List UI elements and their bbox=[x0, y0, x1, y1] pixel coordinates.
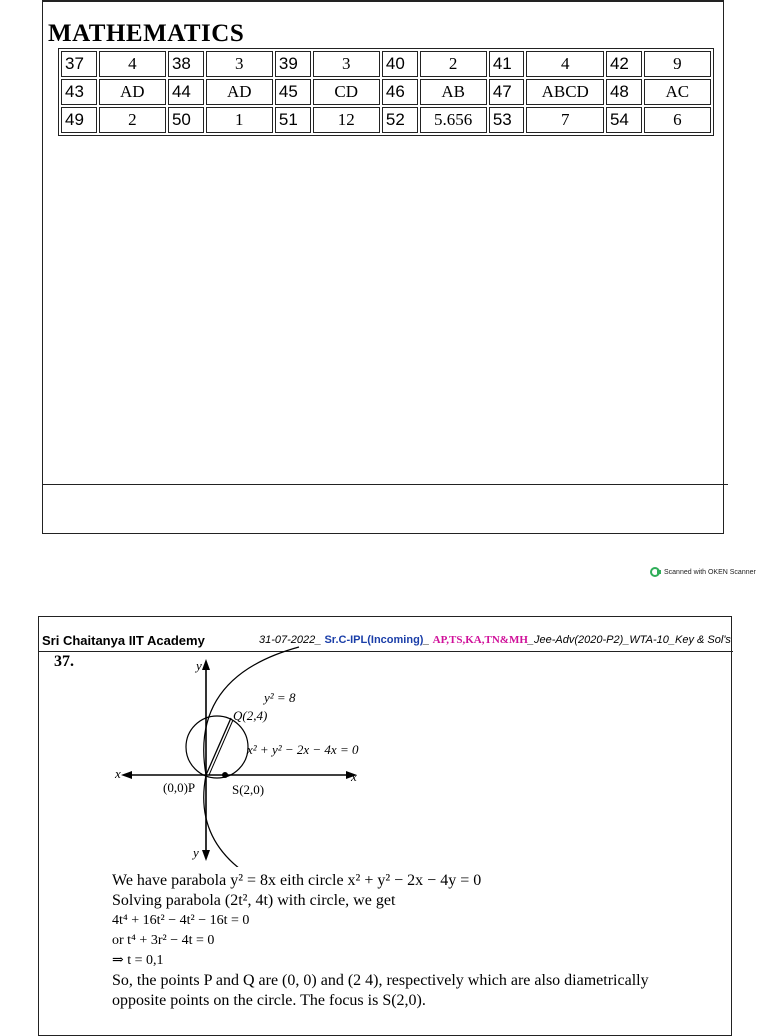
table-row bbox=[61, 51, 711, 77]
focus-point bbox=[222, 772, 228, 778]
circle-equation: x² + y² − 2x − 4x = 0 bbox=[247, 742, 359, 757]
solution-line: opposite points on the circle. The focus is S(2,0). bbox=[112, 992, 426, 1009]
separator: _ bbox=[423, 634, 433, 646]
question-number: 45 bbox=[275, 79, 311, 105]
answer-cell: 12 bbox=[313, 107, 380, 133]
solution-line: So, the points P and Q are (0, 0) and (2 4), respectively which are also diametrically bbox=[112, 972, 649, 989]
solution-line: 4t⁴ + 16t² − 4t² − 16t = 0 bbox=[112, 913, 250, 928]
scanner-logo-icon bbox=[650, 567, 660, 577]
solution-line: Solving parabola (2t², 4t) with circle, we get bbox=[112, 892, 396, 909]
parabola-circle-figure bbox=[39, 617, 733, 867]
solution-line: ⇒ t = 0,1 bbox=[112, 953, 164, 968]
answer-cell: 9 bbox=[644, 51, 711, 77]
x-prime-label: x bbox=[115, 766, 121, 781]
question-number: 47 bbox=[489, 79, 525, 105]
question-number: 46 bbox=[382, 79, 418, 105]
answer-cell: 1 bbox=[206, 107, 273, 133]
question-number: 52 bbox=[382, 107, 418, 133]
question-number: 44 bbox=[168, 79, 204, 105]
question-number: 37. bbox=[54, 653, 74, 670]
x-prime-arrow bbox=[121, 771, 132, 779]
y-axis-label: y bbox=[196, 658, 202, 673]
parabola-curve bbox=[204, 647, 299, 867]
point-q-label: Q(2,4) bbox=[233, 708, 268, 723]
question-number: 42 bbox=[606, 51, 642, 77]
question-number: 43 bbox=[61, 79, 97, 105]
states-list: AP,TS,KA,TN&MH bbox=[432, 634, 528, 646]
answer-cell: AB bbox=[420, 79, 487, 105]
circle-curve bbox=[186, 716, 248, 778]
answer-cell: 3 bbox=[313, 51, 380, 77]
question-number: 48 bbox=[606, 79, 642, 105]
question-number: 49 bbox=[61, 107, 97, 133]
solution-text bbox=[112, 871, 722, 1011]
section-title: MATHEMATICS bbox=[48, 20, 245, 47]
y-axis-arrow bbox=[202, 659, 210, 670]
solution-line: or t⁴ + 3r² − 4t = 0 bbox=[112, 933, 215, 948]
solution-line: We have parabola y² = 8x eith circle x² + y² − 2x − 4y = 0 bbox=[112, 872, 482, 889]
answer-cell: 6 bbox=[644, 107, 711, 133]
question-number: 41 bbox=[489, 51, 525, 77]
table-row bbox=[61, 107, 711, 133]
question-number: 54 bbox=[606, 107, 642, 133]
scanner-text: Scanned with OKEN Scanner bbox=[664, 568, 756, 576]
answer-key-table bbox=[58, 48, 714, 136]
y-prime-label: y bbox=[193, 845, 199, 860]
answer-cell: 4 bbox=[526, 51, 603, 77]
focus-label: S(2,0) bbox=[232, 782, 265, 797]
question-number: 50 bbox=[168, 107, 204, 133]
answer-cell: 5.656 bbox=[420, 107, 487, 133]
answer-cell: 2 bbox=[420, 51, 487, 77]
question-number: 51 bbox=[275, 107, 311, 133]
answer-cell: AC bbox=[644, 79, 711, 105]
footer-rule bbox=[43, 484, 728, 485]
answer-cell: AD bbox=[206, 79, 273, 105]
question-number: 53 bbox=[489, 107, 525, 133]
chord-pq bbox=[206, 718, 231, 775]
answer-cell: 4 bbox=[99, 51, 166, 77]
chord-pq-outline bbox=[209, 720, 233, 775]
answer-cell: AD bbox=[99, 79, 166, 105]
x-axis-label: x bbox=[351, 769, 357, 784]
top-rule bbox=[43, 0, 723, 2]
answer-cell: 3 bbox=[206, 51, 273, 77]
question-number: 40 bbox=[382, 51, 418, 77]
paper-suffix: _Jee-Adv(2020-P2)_WTA-10_Key & Sol's bbox=[527, 634, 731, 646]
answer-cell: 2 bbox=[99, 107, 166, 133]
parabola-equation: y² = 8 bbox=[264, 690, 296, 705]
solution-page bbox=[38, 616, 732, 1036]
program-name: Sr.C-IPL(Incoming) bbox=[324, 634, 424, 646]
table-row bbox=[61, 79, 711, 105]
y-prime-arrow bbox=[202, 850, 210, 861]
question-number: 38 bbox=[168, 51, 204, 77]
answer-key-page bbox=[42, 0, 724, 534]
question-number: 37 bbox=[61, 51, 97, 77]
answer-cell: 7 bbox=[526, 107, 603, 133]
paper-date: 31-07-2022_ bbox=[259, 634, 325, 646]
scanner-watermark bbox=[650, 567, 756, 577]
answer-cell: ABCD bbox=[526, 79, 603, 105]
academy-name: Sri Chaitanya IIT Academy bbox=[42, 633, 205, 648]
origin-label: (0,0)P bbox=[163, 780, 196, 795]
answer-cell: CD bbox=[313, 79, 380, 105]
question-number: 39 bbox=[275, 51, 311, 77]
